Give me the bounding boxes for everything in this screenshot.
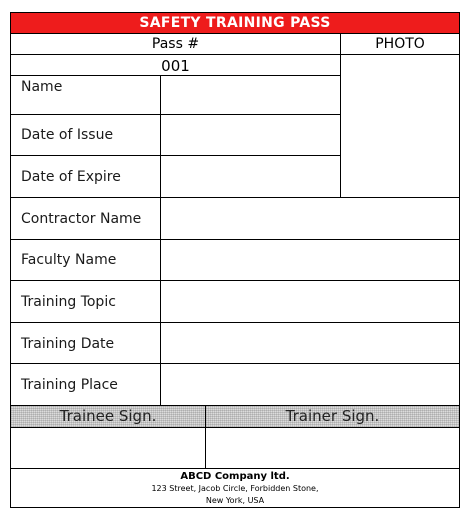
divider — [11, 468, 459, 469]
pass-number-value: 001 — [161, 57, 190, 75]
field-value-faculty-name[interactable] — [161, 240, 459, 280]
pass-number-label: Pass # — [151, 36, 200, 52]
field-label-faculty-name: Faculty Name — [21, 252, 117, 268]
trainer-sign-header: Trainer Sign. — [206, 406, 459, 427]
trainee-signature-box[interactable] — [11, 428, 205, 468]
company-name: ABCD Company ltd. — [180, 471, 290, 482]
pass-title: SAFETY TRAINING PASS — [11, 13, 459, 34]
field-value-contractor-name[interactable] — [161, 198, 459, 239]
divider — [11, 75, 340, 76]
field-value-training-place[interactable] — [161, 364, 459, 405]
field-label-training-place: Training Place — [21, 377, 118, 393]
trainee-sign-header: Trainee Sign. — [11, 406, 205, 427]
field-label-contractor-name: Contractor Name — [21, 211, 142, 227]
field-value-training-date[interactable] — [161, 323, 459, 363]
trainer-signature-box[interactable] — [206, 428, 459, 468]
field-label-date-of-issue: Date of Issue — [21, 127, 114, 143]
company-address-line-1: 123 Street, Jacob Circle, Forbidden Stone, — [151, 484, 319, 493]
field-value-name[interactable] — [161, 76, 340, 114]
field-value-training-topic[interactable] — [161, 281, 459, 322]
photo-box[interactable] — [341, 55, 459, 197]
field-label-training-topic: Training Topic — [21, 294, 116, 310]
field-value-date-of-expire[interactable] — [161, 156, 340, 197]
field-label-name: Name — [21, 79, 63, 95]
field-value-date-of-issue[interactable] — [161, 115, 340, 155]
photo-label: PHOTO — [375, 36, 425, 52]
field-label-training-date: Training Date — [21, 336, 115, 352]
safety-training-pass-card — [10, 12, 460, 508]
field-label-date-of-expire: Date of Expire — [21, 169, 121, 185]
company-footer — [11, 470, 459, 507]
company-address-line-2: New York, USA — [205, 496, 265, 505]
